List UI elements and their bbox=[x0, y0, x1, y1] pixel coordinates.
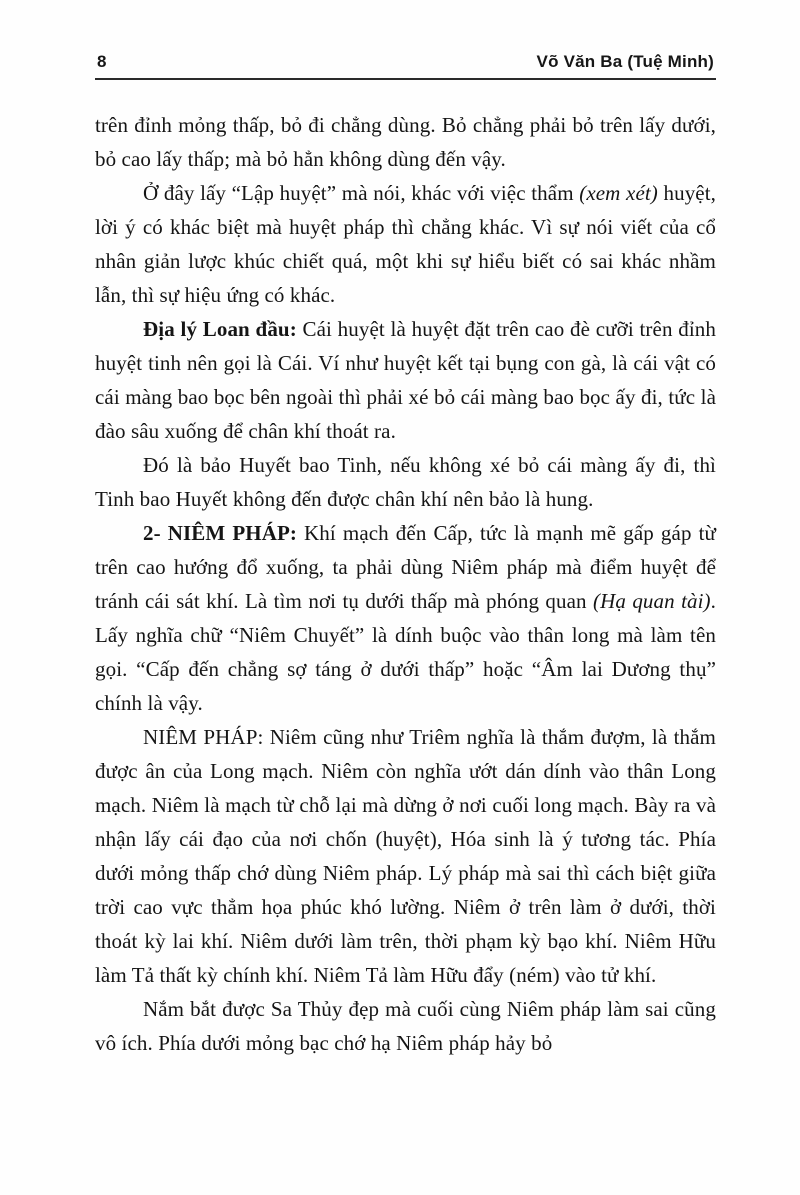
paragraph bbox=[95, 108, 716, 176]
text-run: Ở đây lấy “Lập huyệt” mà nói, khác với việc thẩm bbox=[143, 181, 580, 205]
running-title: Võ Văn Ba (Tuệ Minh) bbox=[536, 52, 714, 71]
page-header bbox=[95, 52, 716, 78]
text-run: Cái huyệt là huyệt đặt trên cao đè cưỡi trên đỉnh huyệt tinh nên gọi là Cái. Ví như huyệt kết tại bụng con gà, là cái vật có cái màng bao bọc bên ngoài thì phải xé bỏ cái màng bao bọc ấy đi, tức là đào sâu xuống để chân khí thoát ra. bbox=[95, 317, 716, 443]
paragraph bbox=[95, 448, 716, 516]
text-run: huyệt, lời ý có khác biệt mà huyệt pháp thì chẳng khác. Vì sự nói viết của cổ nhân giản lược khúc chiết quá, một khi sự hiểu biết có sai khác nhầm lẫn, thì sự hiệu ứng có khác. bbox=[95, 181, 717, 307]
bold-run: 2- NIÊM PHÁP: bbox=[143, 521, 297, 545]
paragraph bbox=[95, 720, 716, 992]
bold-run: Địa lý Loan đầu: bbox=[143, 317, 297, 341]
paragraph bbox=[95, 516, 716, 720]
italic-run: (Hạ quan tài) bbox=[593, 589, 711, 613]
paragraph bbox=[95, 992, 716, 1060]
page-number: 8 bbox=[97, 52, 107, 71]
text-run: Nắm bắt được Sa Thủy đẹp mà cuối cùng Niêm pháp làm sai cũng vô ích. Phía dưới mỏng bạc chớ hạ Niêm pháp hảy bỏ bbox=[95, 997, 716, 1055]
text-run: Đó là bảo Huyết bao Tinh, nếu không xé bỏ cái màng ấy đi, thì Tinh bao Huyết không đến được chân khí nên bảo là hung. bbox=[95, 453, 716, 511]
paragraph bbox=[95, 176, 716, 312]
paragraph bbox=[95, 312, 716, 448]
text-run: . Lấy nghĩa chữ “Niêm Chuyết” là dính buộc vào thân long mà làm tên gọi. “Cấp đến chẳng sợ táng ở dưới thấp” hoặc “Âm lai Dương thụ” chính là vậy. bbox=[95, 589, 716, 715]
italic-run: (xem xét) bbox=[579, 181, 658, 205]
text-run: trên đỉnh mỏng thấp, bỏ đi chẳng dùng. Bỏ chẳng phải bỏ trên lấy dưới, bỏ cao lấy thấp; mà bỏ hẳn không dùng đến vậy. bbox=[95, 113, 716, 171]
text-run: Khí mạch đến Cấp, tức là mạnh mẽ gấp gáp từ trên cao hướng đổ xuống, ta phải dùng Niêm pháp mà điểm huyệt để tránh cái sát khí. Là tìm nơi tụ dưới thấp mà phóng quan bbox=[95, 521, 717, 613]
body-text bbox=[95, 108, 716, 1060]
text-run: NIÊM PHÁP: Niêm cũng như Triêm nghĩa là thắm đượm, là thắm được ân của Long mạch. Niêm còn nghĩa ướt dán dính vào thân Long mạch. Niêm là mạch từ chỗ lại mà dừng ở nơi cuối long mạch. Bày ra và nhận lấy cái đạo của nơi chốn (huyệt), Hóa sinh là ý tương tác. Phía dưới mỏng thấp chớ dùng Niêm pháp. Lý pháp mà sai thì cách biệt giữa trời cao vực thẳm họa phúc khó lường. Niêm ở trên làm ở dưới, thời thoát kỳ lai khí. Niêm dưới làm trên, thời phạm kỳ bạo khí. Niêm Hữu làm Tả thất kỳ chính khí. Niêm Tả làm Hữu đẩy (ném) vào tử khí. bbox=[95, 725, 716, 987]
header-rule bbox=[95, 78, 716, 80]
